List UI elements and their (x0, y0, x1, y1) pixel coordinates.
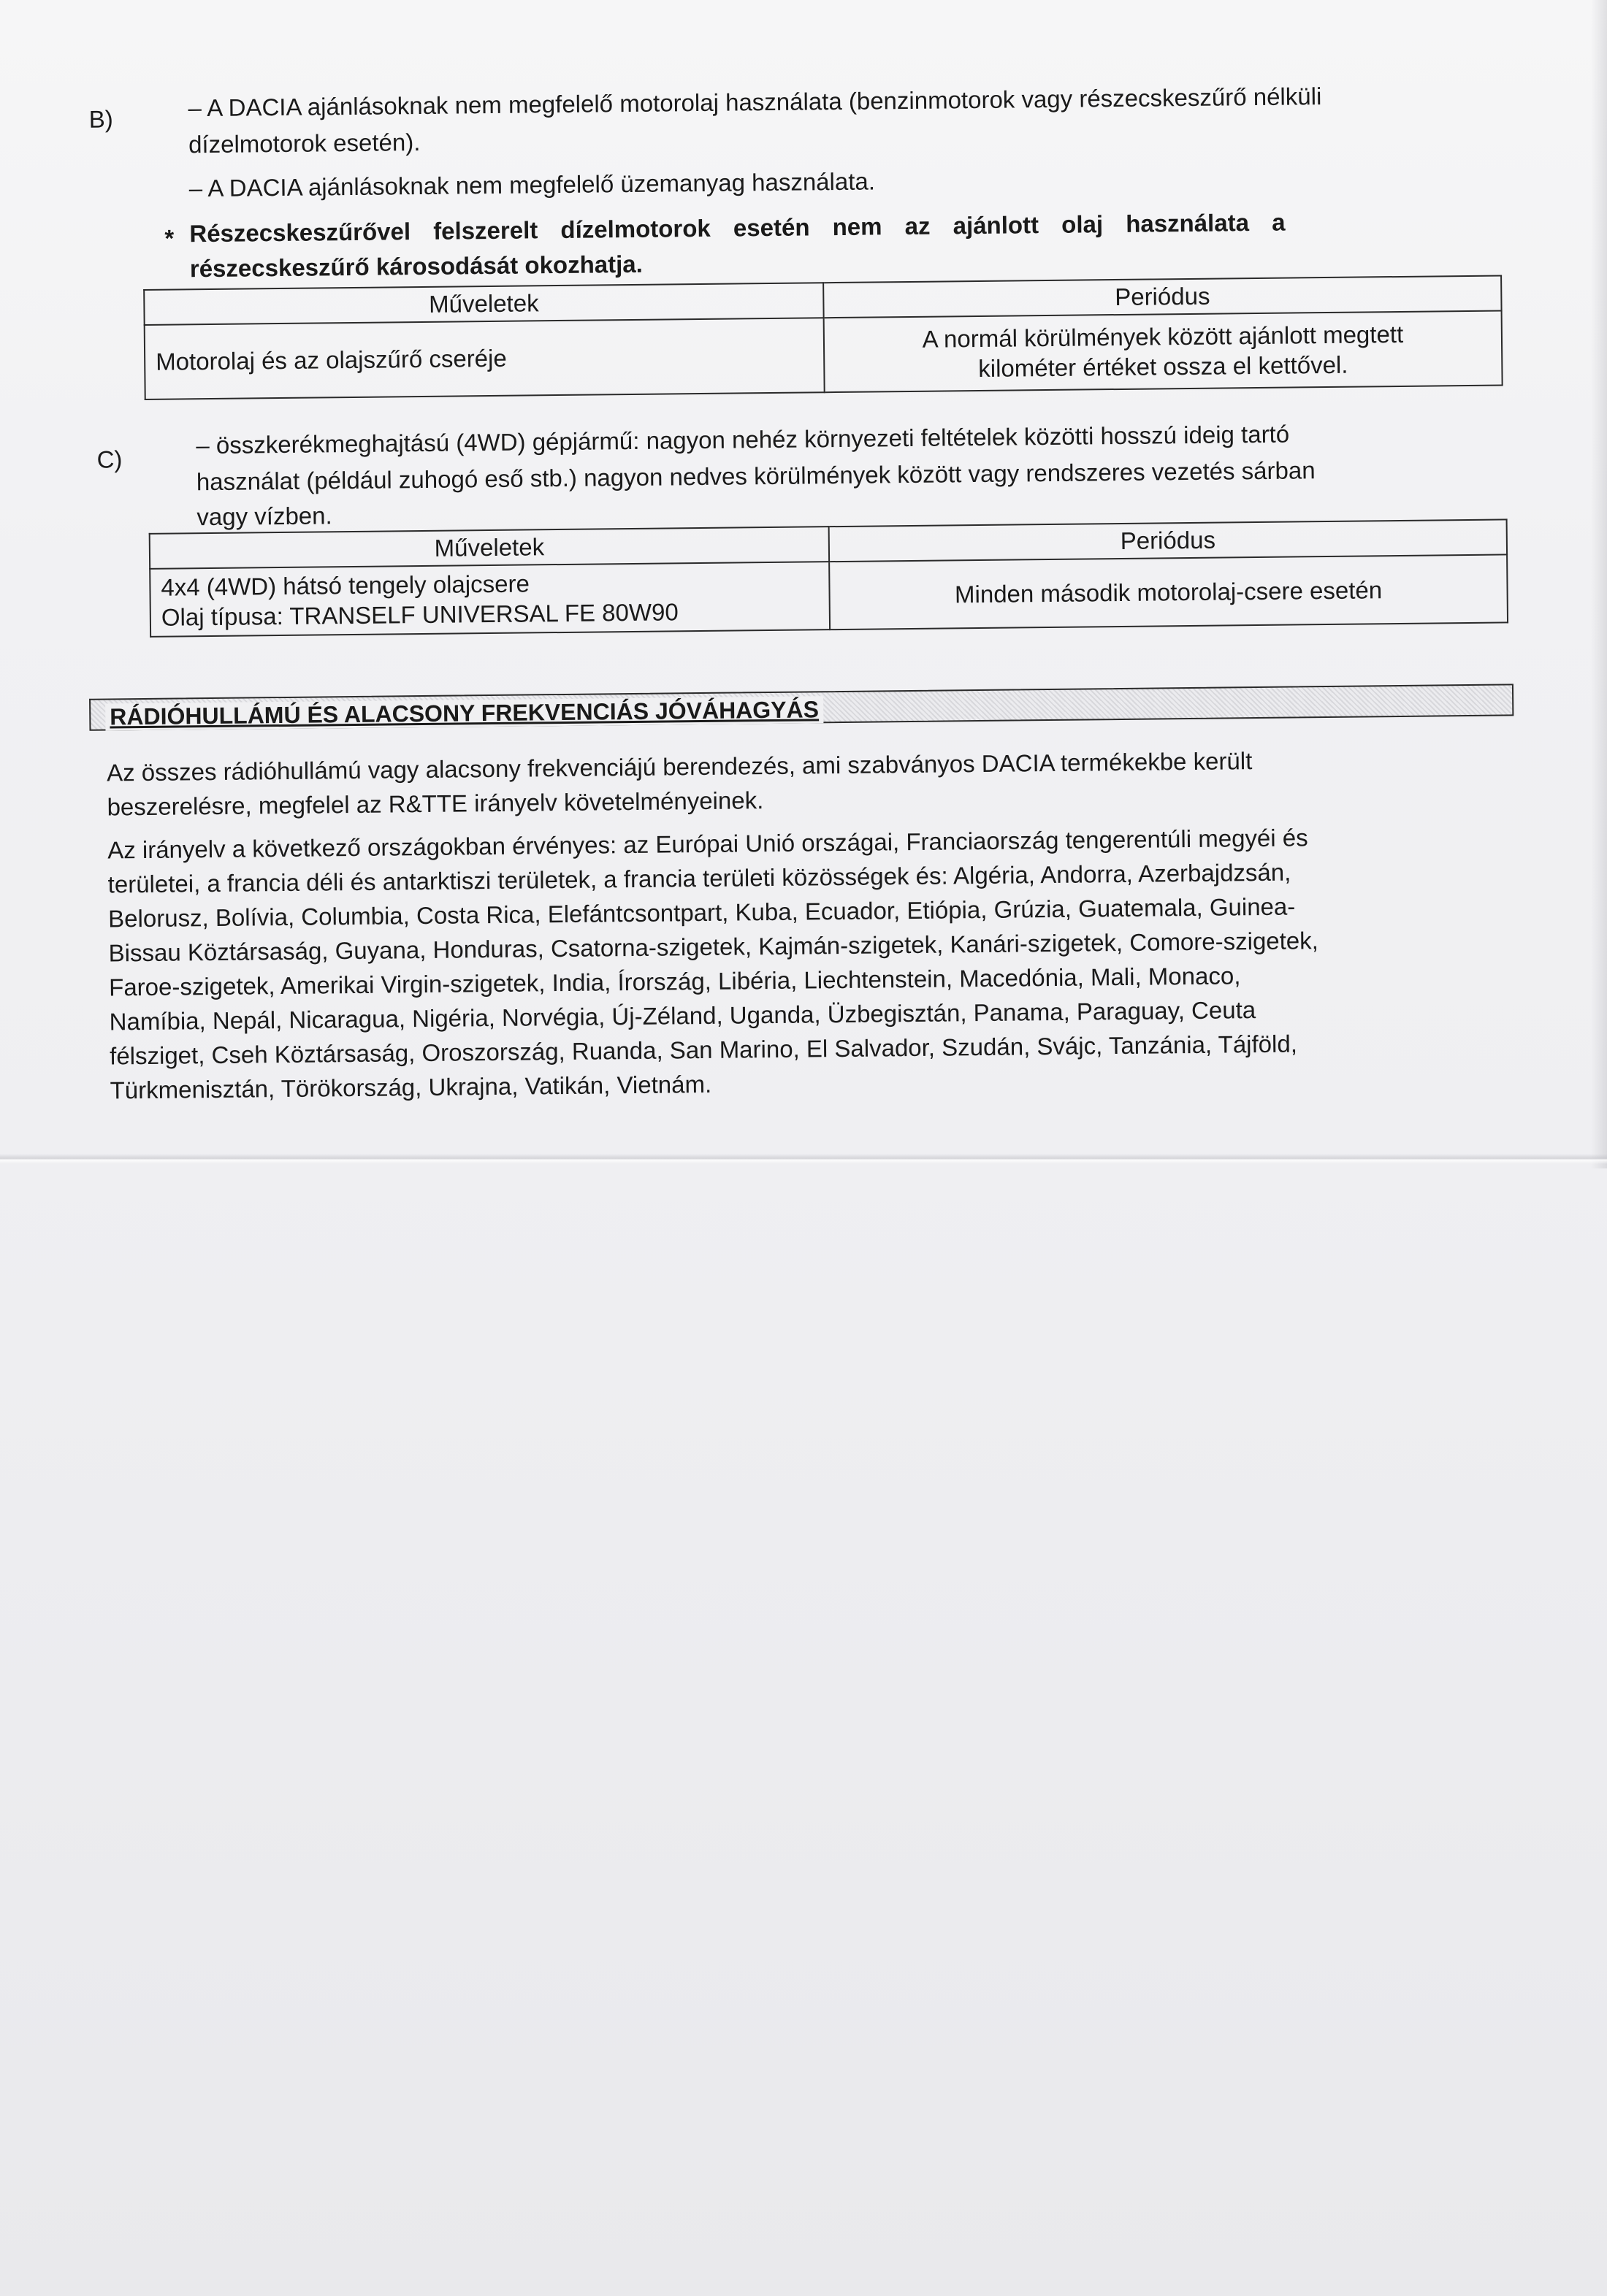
radio-section-header (89, 684, 1514, 730)
section-c-line1: – összkerékmeghajtású (4WD) gépjármű: nagyon nehéz környezeti feltételek közötti hosszú ideig tartó (196, 420, 1290, 459)
table-c-header-period: Periódus (829, 519, 1507, 562)
section-b-item2: – A DACIA ajánlásoknak nem megfelelő üzemanyag használata. (188, 167, 876, 202)
table-c-operation-line2: Olaj típusa: TRANSELF UNIVERSAL FE 80W90 (161, 598, 679, 631)
paragraph-line: beszerelésre, megfelel az R&TTE irányelv követelményeinek. (107, 787, 764, 821)
paragraph-line: Türkmenisztán, Törökország, Ukrajna, Vatikán, Vietnám. (110, 1070, 712, 1104)
section-c-line3: vagy vízben. (196, 502, 332, 531)
section-b-item1-line2: dízelmotorok esetén). (188, 128, 421, 158)
paragraph-line: Az irányelv a következő országokban érvényes: az Európai Unió országai, Franciaország tengerentúli megyéi és (107, 824, 1308, 864)
maintenance-table-c (149, 518, 1508, 637)
paragraph-line: Faroe-szigetek, Amerikai Virgin-szigetek, India, Írország, Libéria, Liechtenstein, Macedónia, Mali, Monaco, (108, 962, 1241, 1001)
paragraph-line: Belorusz, Bolívia, Columbia, Costa Rica, Elefántcsontpart, Kuba, Ecuador, Etiópia, Grúzia, Guatemala, Guinea- (107, 892, 1296, 933)
paragraph-line: Az összes rádióhullámú vagy alacsony frekvenciájú berendezés, ami szabványos DACIA termékekbe került (106, 747, 1253, 787)
table-c-header-operations: Műveletek (150, 527, 829, 569)
table-b-header-operations: Műveletek (144, 283, 823, 325)
table-b-header-period: Periódus (823, 276, 1501, 318)
page-edge-shadow (1591, 0, 1607, 1168)
radio-paragraph-2 (107, 818, 1527, 1107)
warning-line2: részecskeszűrő károsodását okozhatja. (189, 250, 643, 283)
paper-fold-line (0, 1154, 1607, 1164)
table-c-period-cell: Minden második motorolaj-csere esetén (829, 554, 1508, 629)
radio-section-heading: RÁDIÓHULLÁMÚ ÉS ALACSONY FREKVENCIÁS JÓVÁHAGYÁS (105, 696, 823, 730)
table-b-period-cell (824, 310, 1503, 392)
maintenance-table-b (143, 275, 1503, 399)
table-c-operation-line1: 4x4 (4WD) hátsó tengely olajcsere (161, 570, 530, 601)
table-b-operation-cell: Motorolaj és az olajszűrő cseréje (145, 318, 825, 399)
radio-paragraph-1 (107, 741, 1524, 824)
paragraph-line: Bissau Köztársaság, Guyana, Honduras, Csatorna-szigetek, Kajmán-szigetek, Kanári-szigetek, Comore-szigetek, (108, 927, 1319, 967)
section-b-item1-line1: – A DACIA ajánlásoknak nem megfelelő motorolaj használata (benzinmotorok vagy részecskeszűrő nélküli (188, 83, 1322, 122)
paragraph-line: Namíbia, Nepál, Nicaragua, Nigéria, Norvégia, Új-Zéland, Uganda, Üzbegisztán, Panama, Paraguay, Ceuta (109, 996, 1256, 1036)
section-c-label: C) (96, 445, 123, 473)
section-b-label: B) (88, 105, 113, 133)
paragraph-line: területei, a francia déli és antarktiszi területek, a francia területi közösségek és: Algéria, Andorra, Azerbajdzsán, (107, 858, 1291, 898)
section-c-line2: használat (például zuhogó eső stb.) nagyon nedves körülmények között vagy rendszeres vezetés sárban (196, 456, 1316, 496)
table-c-operation-cell (150, 562, 830, 636)
table-b-period-line2: kilométer értéket ossza el kettővel. (978, 351, 1348, 383)
table-b-period-line1: A normál körülmények között ajánlott megtett (922, 320, 1404, 353)
paragraph-line: félsziget, Cseh Köztársaság, Oroszország, Ruanda, San Marino, El Salvador, Szudán, Svájc, Tanzánia, Tájföld, (109, 1030, 1298, 1070)
warning-asterisk: * (164, 224, 175, 252)
warning-line1: Részecskeszűrővel felszerelt dízelmotorok esetén nem az ajánlott olaj használata a (189, 208, 1286, 248)
